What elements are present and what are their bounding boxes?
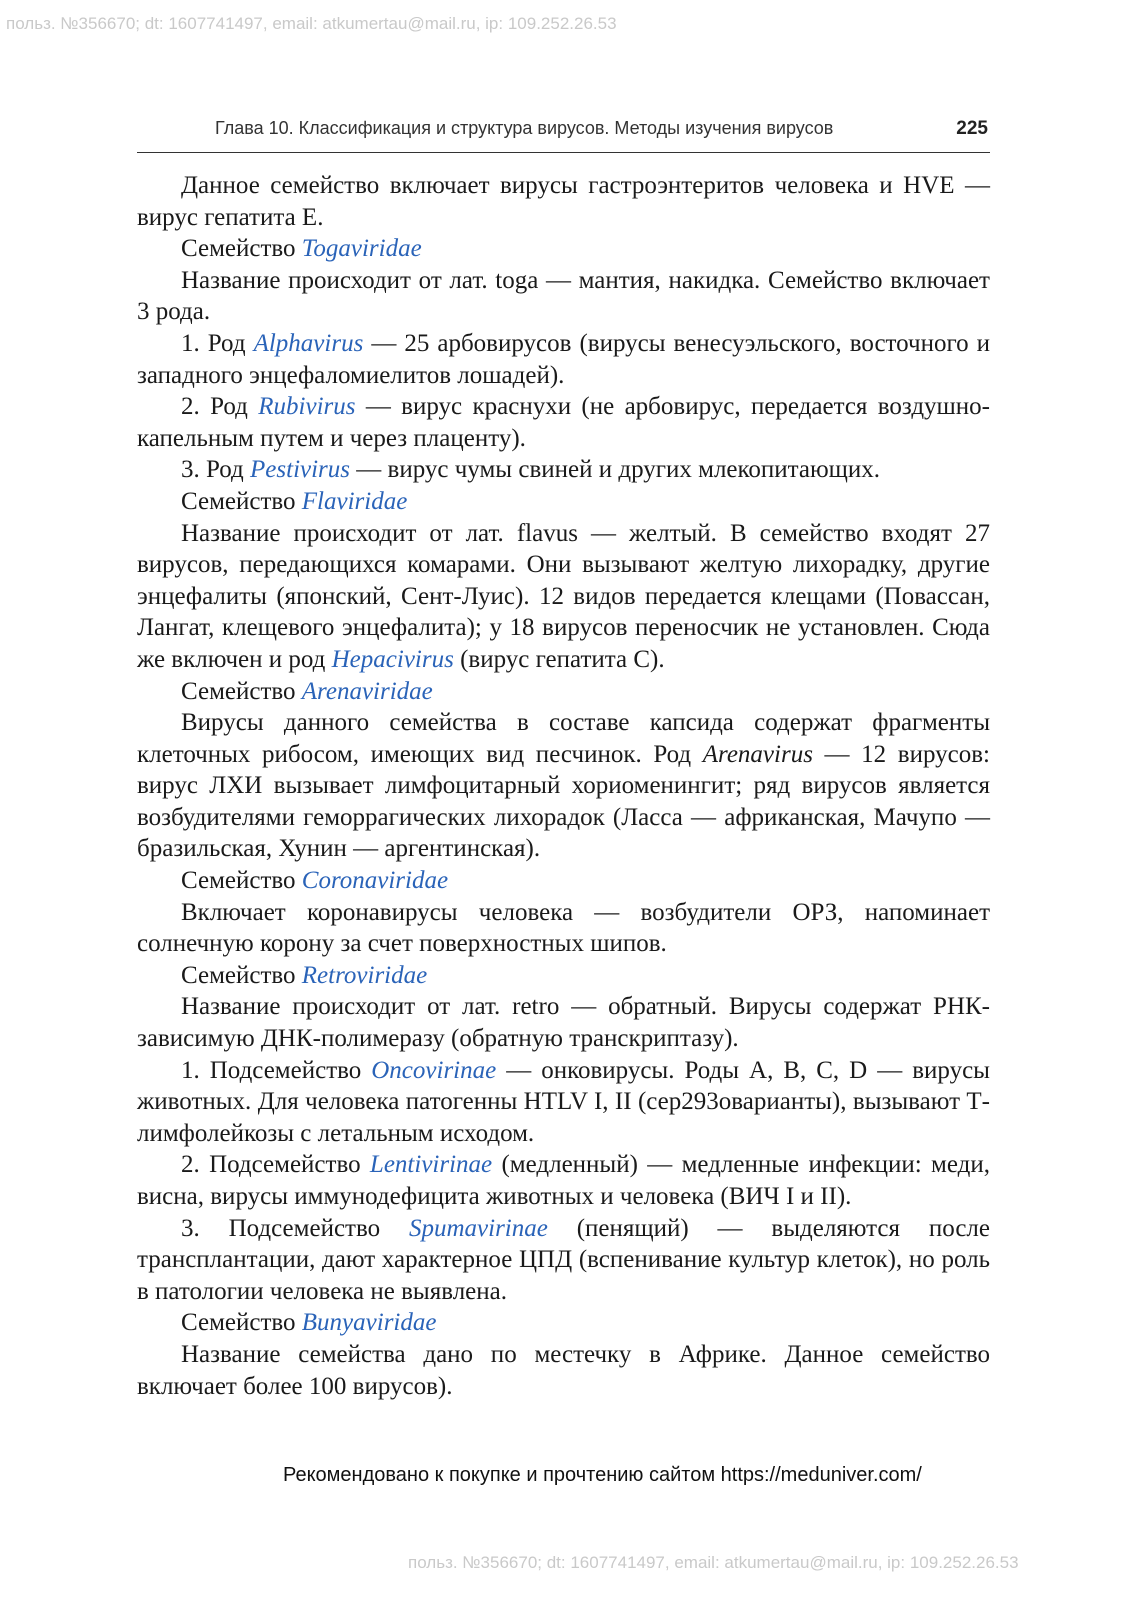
text-run: (вирус гепатита С). bbox=[453, 645, 665, 673]
paragraph bbox=[137, 707, 990, 865]
text-run: Включает коронавирусы человека — возбудители ОРЗ, напоминает солнечную корону за счет поверхностных шипов. bbox=[137, 898, 990, 958]
paragraph bbox=[137, 676, 990, 708]
text-run: Семейство bbox=[181, 677, 302, 705]
text-run: Вирусы данного семейства в составе капсида содержат фрагменты клеточных рибосом, имеющих вид песчинок. Род bbox=[137, 709, 990, 768]
text-run: — вирус чумы свиней и других млекопитающих. bbox=[350, 456, 881, 484]
paragraph bbox=[137, 960, 990, 992]
text-run: (медленный) — медленные инфекции: меди, висна, вирусы иммунодефицита животных и человека (ВИЧ I и II). bbox=[137, 1151, 990, 1210]
text-run: — вирус краснухи (не арбовирус, передается воздушно-капельным путем и через плаценту). bbox=[137, 393, 991, 452]
paragraph bbox=[137, 454, 990, 486]
taxon-name: Retroviridae bbox=[301, 961, 428, 989]
text-run: — 25 арбовирусов (вирусы венесуэльского, восточного и западного энцефаломиелитов лошадей). bbox=[137, 329, 990, 389]
running-header bbox=[137, 118, 990, 153]
text-run: Семейство bbox=[181, 867, 302, 895]
text-run: Название происходит от лат. toga — мантия, накидка. Семейство включает 3 рода. bbox=[137, 266, 990, 326]
watermark-top: польз. №356670; dt: 1607741497, email: atkumertau@mail.ru, ip: 109.252.26.53 bbox=[6, 14, 617, 33]
text-run: Семейство bbox=[181, 961, 302, 989]
paragraph bbox=[137, 1055, 990, 1150]
paragraph bbox=[137, 897, 990, 960]
taxon-name: Lentivirinae bbox=[369, 1151, 493, 1179]
taxon-name: Oncovirinae bbox=[371, 1056, 497, 1084]
text-run: Семейство bbox=[181, 235, 302, 263]
taxon-name: Alphavirus bbox=[253, 329, 364, 357]
paragraph bbox=[137, 1149, 990, 1212]
taxon-name: Spumavirinae bbox=[408, 1214, 548, 1242]
paragraph bbox=[137, 486, 990, 518]
text-run: Семейство bbox=[181, 487, 302, 515]
text-run: 3. Род bbox=[181, 456, 251, 484]
paragraph bbox=[137, 991, 990, 1054]
page-body bbox=[137, 170, 990, 1402]
text-run: 2. Род bbox=[181, 393, 259, 421]
italic-term: Arenavirus bbox=[702, 740, 813, 768]
taxon-name: Bunyaviridae bbox=[301, 1309, 437, 1337]
paragraph bbox=[137, 170, 990, 233]
paragraph bbox=[137, 1339, 990, 1402]
recommendation-note: Рекомендовано к покупке и прочтению сайтом https://meduniver.com/ bbox=[283, 1464, 922, 1486]
taxon-name: Pestivirus bbox=[250, 456, 351, 484]
text-run: (пенящий) — выделяются после трансплантации, дают характерное ЦПД (вспенивание культур клеток), но роль в патологии человека не выявлена. bbox=[137, 1214, 990, 1305]
text-run: 3. Подсемейство bbox=[181, 1214, 409, 1242]
paragraph bbox=[137, 1307, 990, 1339]
taxon-name: Hepacivirus bbox=[331, 645, 454, 673]
paragraph bbox=[137, 518, 990, 676]
paragraph bbox=[137, 233, 990, 265]
paragraph bbox=[137, 328, 990, 391]
paragraph bbox=[137, 865, 990, 897]
taxon-name: Flaviridae bbox=[301, 487, 408, 515]
text-run: 2. Подсемейство bbox=[181, 1151, 370, 1179]
text-run: Название семейства дано по местечку в Африке. Данное семейство включает более 100 вирусов). bbox=[137, 1340, 990, 1400]
taxon-name: Arenaviridae bbox=[301, 677, 433, 705]
text-run: Название происходит от лат. flavus — желтый. В семейство входят 27 вирусов, передающихся комарами. Они вызывают желтую лихорадку, другие энцефалиты (японский, Сент-Луис). 12 видов передается клещами (Повассан, Лангат, клещевого энцефалита); у 18 вирусов переносчик не установлен. Сюда же включен и род bbox=[137, 519, 990, 673]
paragraph bbox=[137, 1213, 990, 1308]
paragraph bbox=[137, 265, 990, 328]
text-run: — 12 вирусов: вирус ЛХИ вызывает лимфоцитарный хориоменингит; ряд вирусов является возбудителями геморрагических лихорадок (Ласса — африканская, Мачупо — бразильская, Хунин — аргентинская). bbox=[137, 740, 990, 863]
chapter-title: Глава 10. Классификация и структура вирусов. Методы изучения вирусов bbox=[215, 118, 834, 138]
page-number: 225 bbox=[956, 118, 988, 139]
text-run: Данное семейство включает вирусы гастроэнтеритов человека и HVE — вирус гепатита Е. bbox=[137, 172, 990, 231]
text-run: — онковирусы. Роды А, В, С, D — вирусы животных. Для человека патогенны HTLV I, II (сер293оварианты), вызывают Т-лимфолейкозы с летальным исходом. bbox=[137, 1056, 990, 1147]
text-run: Семейство bbox=[181, 1309, 302, 1337]
taxon-name: Togaviridae bbox=[301, 235, 422, 263]
text-run: Название происходит от лат. retro — обратный. Вирусы содержат РНК-зависимую ДНК-полимеразу (обратную транскриптазу). bbox=[137, 993, 990, 1053]
paragraph bbox=[137, 391, 990, 454]
taxon-name: Rubivirus bbox=[258, 393, 356, 421]
taxon-name: Coronaviridae bbox=[301, 867, 449, 895]
text-run: 1. Подсемейство bbox=[181, 1056, 372, 1084]
text-run: 1. Род bbox=[181, 329, 254, 357]
watermark-bottom: польз. №356670; dt: 1607741497, email: atkumertau@mail.ru, ip: 109.252.26.53 bbox=[408, 1553, 1019, 1572]
